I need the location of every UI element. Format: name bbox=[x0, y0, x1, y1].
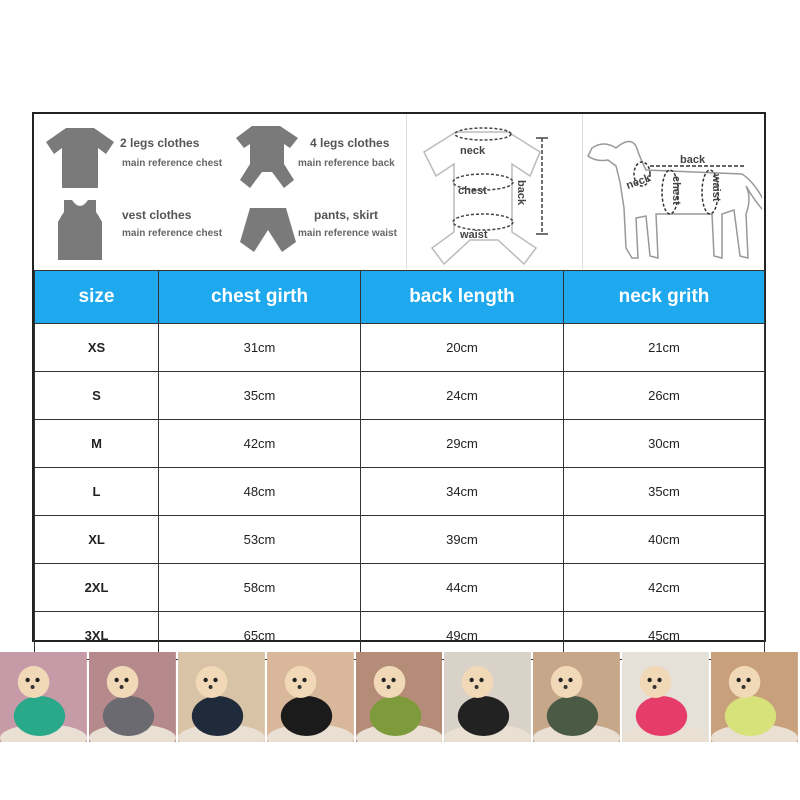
guide-subtitle-4-legs: main reference back bbox=[298, 158, 395, 169]
chest-cell: 48cm bbox=[159, 468, 361, 516]
chest-cell: 35cm bbox=[159, 372, 361, 420]
table-row bbox=[35, 372, 765, 420]
size-cell: 2XL bbox=[35, 564, 159, 612]
product-photo-strip bbox=[0, 652, 800, 742]
guide-title-pants: pants, skirt bbox=[314, 208, 379, 222]
size-cell: M bbox=[35, 420, 159, 468]
table-row bbox=[35, 516, 765, 564]
dog-back-label: back bbox=[680, 154, 706, 166]
garment-waist-label: waist bbox=[460, 229, 488, 241]
dog-chest-label: chest bbox=[670, 176, 682, 205]
neck-cell: 21cm bbox=[564, 324, 765, 372]
black-plaid-shirt-photo bbox=[178, 652, 265, 742]
header-size: size bbox=[35, 271, 159, 324]
back-cell: 20cm bbox=[361, 324, 564, 372]
size-cell: XS bbox=[35, 324, 159, 372]
neck-cell: 26cm bbox=[564, 372, 765, 420]
yellow-shirt-photo bbox=[711, 652, 798, 742]
four-leg-suit-icon bbox=[232, 124, 302, 192]
size-table-header bbox=[35, 271, 765, 324]
back-cell: 29cm bbox=[361, 420, 564, 468]
guide-title-4-legs: 4 legs clothes bbox=[310, 136, 390, 150]
size-cell: L bbox=[35, 468, 159, 516]
guide-title-vest: vest clothes bbox=[122, 208, 192, 222]
guide-subtitle-vest: main reference chest bbox=[122, 228, 223, 239]
guide-title-2-legs: 2 legs clothes bbox=[120, 136, 200, 150]
table-row bbox=[35, 564, 765, 612]
chest-cell: 58cm bbox=[159, 564, 361, 612]
green-camo-shirt-photo bbox=[356, 652, 443, 742]
back-cell: 44cm bbox=[361, 564, 564, 612]
chest-cell: 42cm bbox=[159, 420, 361, 468]
neck-cell: 42cm bbox=[564, 564, 765, 612]
garment-back-label: back bbox=[515, 180, 527, 206]
pink-shirt-photo bbox=[622, 652, 709, 742]
table-row bbox=[35, 468, 765, 516]
garment-measure-diagram bbox=[412, 118, 562, 266]
dog-neck-label: neck bbox=[624, 172, 653, 192]
dark-camo-shirt-photo bbox=[533, 652, 620, 742]
chest-cell: 65cm bbox=[159, 612, 361, 660]
green-plaid-shirt-photo bbox=[0, 652, 87, 742]
back-cell: 34cm bbox=[361, 468, 564, 516]
chest-cell: 31cm bbox=[159, 324, 361, 372]
table-row bbox=[35, 420, 765, 468]
black-white-print-shirt-photo bbox=[444, 652, 531, 742]
back-cell: 49cm bbox=[361, 612, 564, 660]
size-cell: XL bbox=[35, 516, 159, 564]
garment-neck-label: neck bbox=[460, 145, 486, 157]
neck-cell: 40cm bbox=[564, 516, 765, 564]
header-chest-girth: chest girth bbox=[159, 271, 361, 324]
size-cell: 3XL bbox=[35, 612, 159, 660]
header-neck-girth: neck grith bbox=[564, 271, 765, 324]
dog-waist-label: waist bbox=[710, 174, 722, 202]
neck-cell: 45cm bbox=[564, 612, 765, 660]
size-chart bbox=[32, 112, 766, 642]
size-table bbox=[34, 270, 765, 660]
table-row bbox=[35, 324, 765, 372]
pants-icon bbox=[238, 206, 298, 256]
guide-subtitle-2-legs: main reference chest bbox=[122, 158, 223, 169]
size-cell: S bbox=[35, 372, 159, 420]
neck-cell: 30cm bbox=[564, 420, 765, 468]
gray-plaid-shirt-photo bbox=[89, 652, 176, 742]
back-cell: 39cm bbox=[361, 516, 564, 564]
back-cell: 24cm bbox=[361, 372, 564, 420]
neck-cell: 35cm bbox=[564, 468, 765, 516]
measurement-guide bbox=[34, 114, 764, 271]
header-back-length: back length bbox=[361, 271, 564, 324]
tshirt-icon bbox=[44, 126, 116, 190]
vest-icon bbox=[56, 198, 104, 262]
chest-cell: 53cm bbox=[159, 516, 361, 564]
black-print-shirt-photo bbox=[267, 652, 354, 742]
guide-subtitle-pants: main reference waist bbox=[298, 228, 397, 239]
garment-chest-label: chest bbox=[458, 185, 487, 197]
